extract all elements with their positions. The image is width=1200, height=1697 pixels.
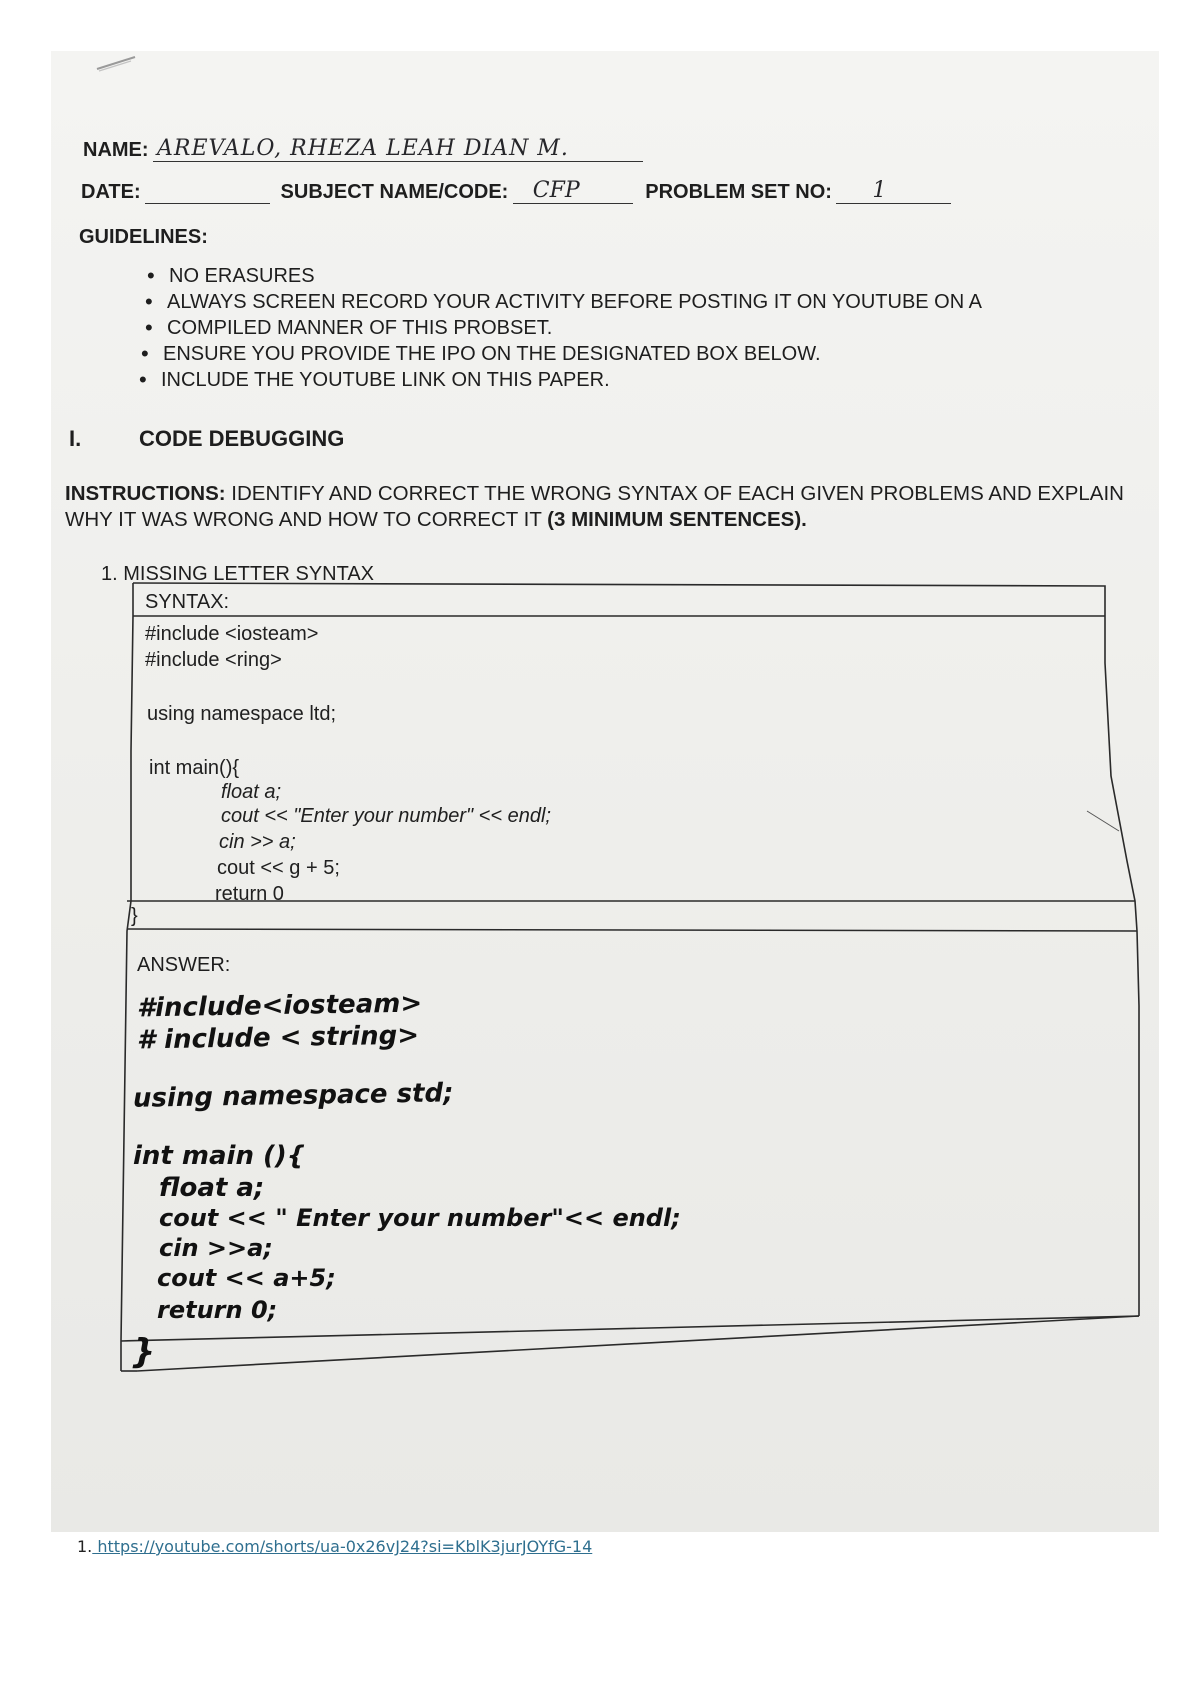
guidelines-title: GUIDELINES:	[79, 226, 208, 248]
syntax-line: #include <iosteam>	[145, 623, 319, 645]
answer-line: return 0;	[157, 1296, 278, 1324]
answer-line: using namespace std;	[132, 1078, 454, 1114]
problem-set-value: 1	[872, 178, 887, 203]
subject-label: SUBJECT NAME/CODE:	[280, 181, 509, 203]
guideline-item: • NO ERASURES	[147, 263, 982, 289]
scanned-paper	[51, 51, 1159, 1532]
syntax-line: cout << g + 5;	[217, 857, 340, 879]
answer-line: }	[131, 1332, 156, 1372]
answer-label: ANSWER:	[137, 954, 231, 976]
answer-line: cout << " Enter your number"<< endl;	[159, 1204, 681, 1232]
date-row	[81, 179, 951, 204]
guideline-item: • INCLUDE THE YOUTUBE LINK ON THIS PAPER.	[139, 367, 982, 393]
syntax-line: #include <ring>	[145, 649, 282, 671]
answer-line: cin >>a;	[159, 1234, 273, 1262]
name-value: AREVALO, RHEZA LEAH DIAN M.	[157, 136, 569, 161]
problem-set-label: PROBLEM SET NO:	[645, 181, 832, 203]
guideline-item-continuation	[145, 315, 982, 341]
subject-value: CFP	[532, 178, 580, 203]
answer-line: #include<iosteam>	[136, 988, 423, 1024]
problem-title: 1. MISSING LETTER SYNTAX	[101, 563, 375, 585]
instructions-label: INSTRUCTIONS:	[65, 482, 226, 505]
guideline-item: • ENSURE YOU PROVIDE THE IPO ON THE DESIGNATED BOX BELOW.	[141, 341, 982, 367]
syntax-line: using namespace ltd;	[147, 703, 337, 725]
instructions-emphasis: (3 MINIMUM SENTENCES).	[547, 508, 807, 531]
syntax-line: cin >> a;	[219, 831, 296, 853]
name-row	[83, 137, 643, 162]
guideline-item: • ALWAYS SCREEN RECORD YOUR ACTIVITY BEFORE POSTING IT ON YOUTUBE ON A	[145, 289, 982, 315]
instructions	[65, 481, 1145, 533]
guidelines-list	[141, 263, 982, 393]
staple-icon	[95, 55, 155, 75]
name-label: NAME:	[83, 139, 149, 161]
name-field	[153, 137, 643, 162]
answer-line: int main (){	[133, 1141, 306, 1171]
subject-field	[513, 179, 633, 204]
section-number: I.	[69, 426, 82, 451]
answer-line: cout << a+5;	[157, 1264, 336, 1292]
problem-set-field	[836, 179, 951, 204]
syntax-label: SYNTAX:	[145, 591, 230, 613]
youtube-link[interactable]: https://youtube.com/shorts/ua-0x26vJ24?si=KblK3jurJOYfG-14	[92, 1537, 593, 1556]
answer-line: # include < string>	[136, 1020, 420, 1056]
link-item-number: 1.	[77, 1537, 93, 1556]
date-field	[145, 179, 270, 204]
section-title: CODE DEBUGGING	[139, 426, 345, 451]
syntax-line: int main(){	[149, 757, 240, 779]
youtube-link-row	[77, 1537, 592, 1556]
syntax-line: float a;	[221, 781, 282, 803]
date-label: DATE:	[81, 181, 141, 203]
instructions-text: IDENTIFY AND CORRECT THE WRONG SYNTAX OF EACH GIVEN PROBLEMS AND EXPLAIN WHY IT WAS WRONG AND HOW TO CORRECT IT	[65, 482, 1124, 531]
syntax-line: }	[131, 905, 138, 927]
guideline-continuation-text: COMPILED MANNER OF THIS PROBSET.	[167, 317, 553, 339]
answer-line: float a;	[159, 1173, 265, 1203]
syntax-line: cout << "Enter your number" << endl;	[221, 805, 551, 827]
syntax-line: return 0	[215, 883, 284, 905]
